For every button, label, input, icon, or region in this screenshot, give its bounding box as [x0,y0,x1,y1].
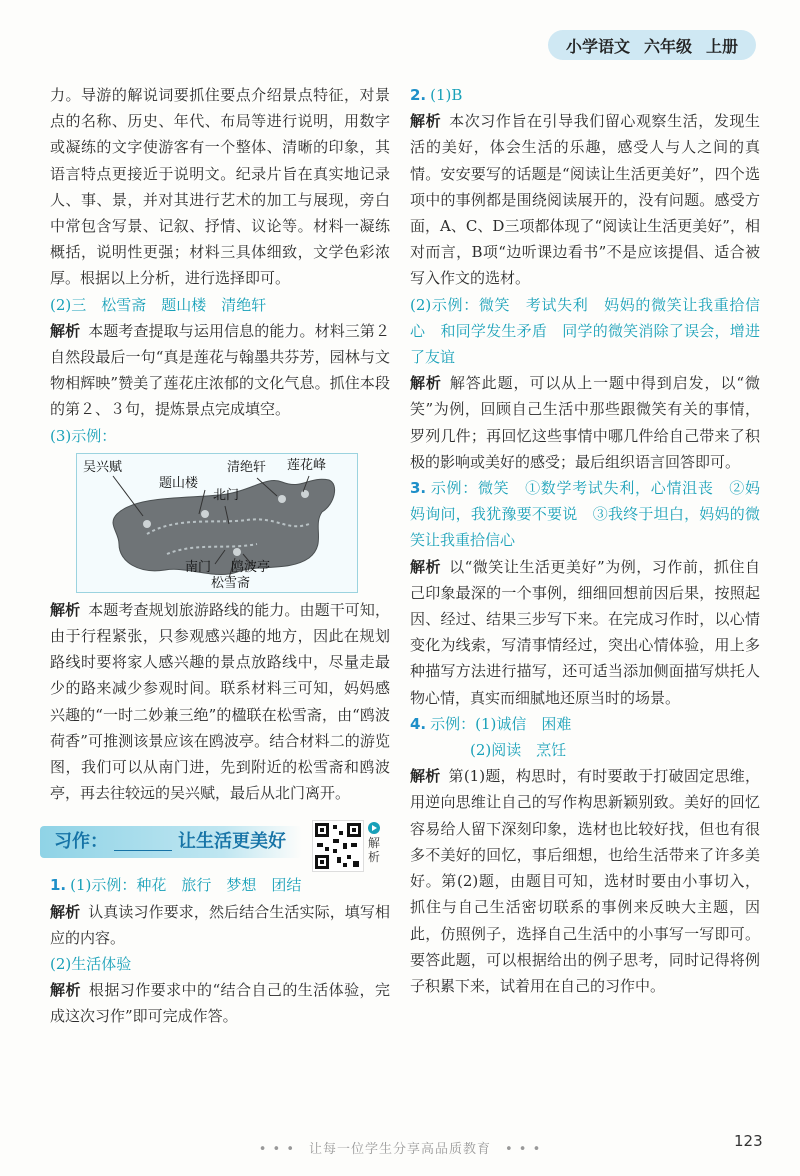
analysis-q1b [50,977,390,1029]
section-title [50,822,390,865]
analysis-q2a-text: 本次习作旨在引导我们留心观察生活，发现生活的美好，体会生活的乐趣，感受人与人之间的真情。安安要写的话题是“阅读让生活更美好”，四个选项中的事例都是围绕阅读展开的，没有问题。感受方面，A、C、D三项都体现了“阅读让生活更美好”，相对而言，B项“边听课边看书”不是应该提倡、适合被写入作文的选材。 [410,112,760,288]
question-4-answer-a-text: 示例：(1)诚信 困难 [430,714,572,733]
analysis-q1a [50,899,390,951]
header-badge [548,30,756,60]
analysis-2 [50,318,390,423]
map-label-wuxingfu: 吴兴赋 [83,459,123,475]
analysis-3-text: 本题考查规划旅游路线的能力。由题干可知，由于行程紧张，只参观感兴趣的地方，因此在规划路线时要将家人感兴趣的景点放路线中，尽量走最少的路来减少参观时间。联系材料三可知，妈妈感兴趣的“一时二妙兼三绝”的楹联在松雪斋，由“鸥波荷香”可推测该景应该在鸥波亭。结合材料二的游览图，我们可以从南门进，先到附近的松雪斋和鸥波亭，再去往较远的吴兴赋，最后从北门离开。 [50,600,390,803]
question-4-number: 4. [410,714,427,733]
answer-2: (2)三 松雪斋 题山楼 清绝轩 [50,295,267,314]
question-1-answer-a-text: (1)示例：种花 旅行 梦想 团结 [70,876,302,895]
title-blank [114,833,172,851]
footer-slogan: • • • 让每一位学生分享高品质教育 • • • [258,1142,542,1157]
map-label-qingjuexuan: 清绝轩 [227,459,267,475]
play-icon [368,822,380,834]
section-label: 习作： [54,831,108,853]
map-label-nanmen: 南门 [185,559,212,575]
analysis-label: 解析 [50,321,81,340]
question-2-number: 2. [410,86,427,104]
question-2-answer-a-text: (1)B [430,86,463,104]
left-column [50,82,390,1030]
map-label-songxuezhai: 松雪斋 [211,575,251,591]
question-2-answer-b: (2)示例：微笑 考试失利 妈妈的微笑让我重拾信心 和同学发生矛盾 同学的微笑消除了误会，增进了友谊 [410,295,760,367]
right-column [410,82,760,999]
analysis-q4-text: 第(1)题，构思时，有时要敢于打破固定思维，用逆向思维让自己的写作构思新颖别致。美好的回忆容易给人留下深刻印象，选材也比较好找，但也有很多不美好的回忆，事后细想，也给生活带来了许多美好。第(2)题，由题目可知，选材时要由小事切入，抓住与自己生活密切联系的事例来反映大主题，因此，仿照例子，选择自己生活中的小事写一写即可。要答此题，可以根据给出的例子思考，同时记得将例子积累下来，试着用在自己的习作中。 [410,767,760,995]
analysis-q1a-text: 认真读习作要求，然后结合生活实际，填写相应的内容。 [50,902,390,947]
header-grade: 六年级 [643,36,692,56]
analysis-label: 解析 [410,112,442,131]
map-label-lianhuafeng: 莲花峰 [287,457,327,473]
question-3-number: 3. [410,479,427,498]
analysis-label: 解析 [50,981,81,1000]
analysis-q2b-text: 解答此题，可以从上一题中得到启发，以“微笑”为例，回顾自己生活中那些跟微笑有关的事情，罗列几件；再回忆这些事情中哪几件给自己带来了积极的影响或美好的感受；最后组织语言回答即可。 [410,374,760,471]
analysis-q2b [410,370,760,475]
header-volume: 上册 [706,36,739,56]
analysis-label: 解析 [410,767,441,786]
analysis-label: 解析 [50,902,81,921]
question-1-answer-a [50,872,390,898]
analysis-q2a [410,108,760,291]
analysis-q3 [410,554,760,711]
qr-code-icon[interactable] [312,820,364,872]
analysis-2-text: 本题考查提取与运用信息的能力。材料三第２自然段最后一句“真是莲花与翰墨共芬芳，园林与文物相辉映”赞美了莲花庄浓郁的文化气息。抓住本段的第２、３句，提炼景点完成填空。 [50,321,390,419]
section-topic: 让生活更美好 [178,831,286,853]
qr-code-pattern [313,821,363,871]
question-3-answer-text: 示例：微笑 ①数学考试失利，心情沮丧 ②妈妈询问，我犹豫要不要说 ③我终于坦白，妈妈的微笑让我重拾信心 [410,479,760,550]
analysis-label: 解析 [50,600,81,619]
question-1-number: 1. [50,876,67,895]
map-label-oubo: 鸥波亭 [231,559,271,575]
analysis-label: 解析 [410,374,442,393]
question-4-answer-a [410,711,760,737]
question-4-answer-b: (2)阅读 烹饪 [470,741,567,760]
map-label-tishanlou: 题山楼 [159,475,199,491]
answer-3: (3)示例： [50,426,117,445]
analysis-q3-text: 以“微笑让生活更美好”为例，习作前，抓住自己印象最深的一个事例，细细回想前因后果，按照起因、经过、结果三步写下来。在完成习作时，以心情变化为线索，写清事情经过，突出心情体验，用上多种描写方法进行描写，还可适当添加侧面描写烘托人物心情，真实而细腻地还原当时的场景。 [410,557,760,707]
analysis-q4 [410,763,760,999]
page-number: 123 [734,1132,763,1150]
analysis-3 [50,597,390,807]
route-map [76,453,358,593]
question-3-answer [410,475,760,554]
analysis-label: 解析 [410,557,442,576]
map-label-beimen: 北门 [213,487,240,503]
qr-caption: 解析 [368,836,381,865]
analysis-q1b-text: 根据习作要求中的“结合自己的生活体验，完成这次习作”即可完成作答。 [50,981,390,1026]
header-subject: 小学语文 [565,36,630,56]
question-1-answer-b: (2)生活体验 [50,955,132,974]
section-title-bar [40,826,302,858]
left-paragraph-1: 力。导游的解说词要抓住要点介绍景点特征，对景点的名称、历史、年代、布局等进行说明，用数字或凝练的文字使游客有一个整体、清晰的印象，其语言特点更接近于说明文。纪录片旨在真实地记录人、事、景，并对其进行艺术的加工与展现，旁白中常包含写景、记叙、抒情、议论等。材料一凝练概括，说明性更强；材料三具体细致，文学色彩浓厚。根据以上分析，进行选择即可。 [50,86,390,288]
question-2-answer-a [410,82,760,108]
